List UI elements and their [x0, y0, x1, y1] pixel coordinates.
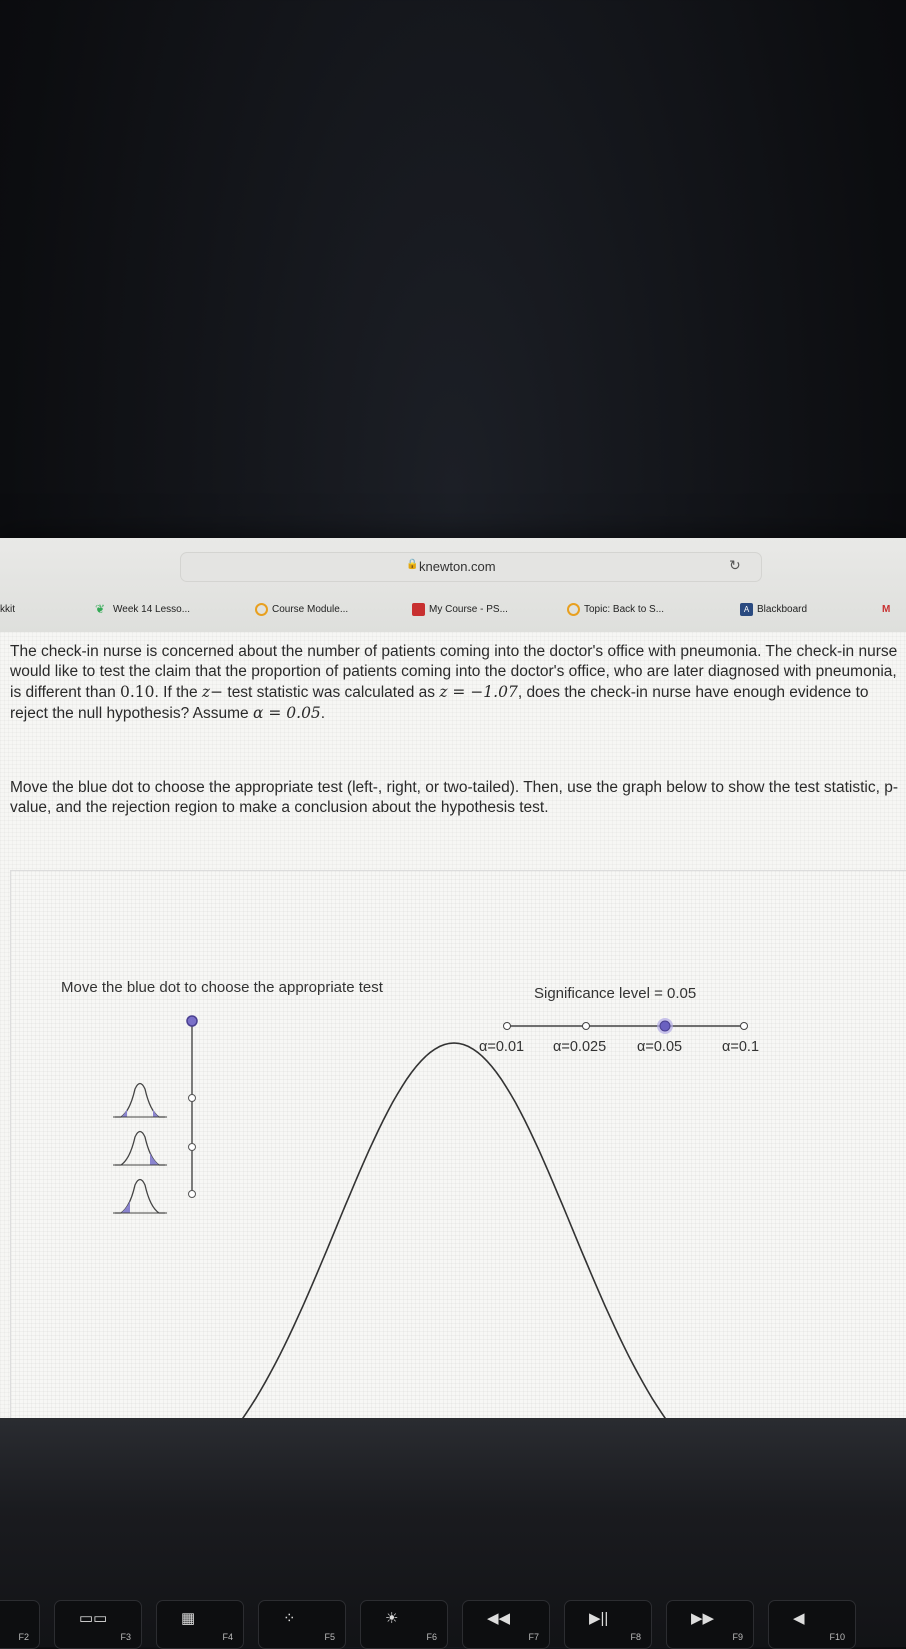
z-value: z = −1.07: [439, 683, 518, 701]
mission-control-icon: ▭▭: [79, 1610, 108, 1627]
knewton-icon: [412, 603, 425, 616]
tab-course-module[interactable]: [255, 598, 348, 620]
key-f9[interactable]: ▶▶ F9: [666, 1600, 754, 1649]
blackboard-icon: A: [740, 603, 753, 616]
key-f6[interactable]: ☀ F6: [360, 1600, 448, 1649]
url-text: knewton.com: [419, 559, 496, 574]
mute-icon: ◀: [793, 1610, 805, 1627]
test-option-stop-right-tailed[interactable]: [189, 1144, 196, 1151]
right-tailed-icon[interactable]: [113, 1132, 167, 1166]
left-tailed-icon[interactable]: [113, 1180, 167, 1214]
reload-icon[interactable]: ↻: [729, 557, 741, 573]
tab-label: Topic: Back to S...: [584, 603, 665, 615]
two-tailed-icon[interactable]: [113, 1084, 167, 1118]
alpha-label-0.01[interactable]: α=0.01: [479, 1039, 525, 1055]
tab-partial-left[interactable]: [0, 598, 15, 620]
problem-text: The check-in nurse is concerned about the number of patients coming into the doctor's office with pneumonia. The check-in nurse would like to test the claim that the proportion of patients coming into the doctor's office, who are later diagnosed with pneumonia, is different than 0.10. If the z− test statistic was calculated as z = −1.07, does the check-in nurse have enough evidence to reject the null hypothesis? Assume α = 0.05.: [10, 643, 898, 722]
tab-gmail-partial[interactable]: [882, 598, 890, 620]
keyboard-dim-icon: ⁘: [283, 1610, 296, 1627]
tab-my-course[interactable]: [412, 598, 508, 620]
leaf-icon: ❦: [95, 601, 106, 616]
circle-icon: [567, 603, 580, 616]
alpha-value: α = 0.05: [252, 704, 321, 722]
page-content: [0, 632, 906, 1418]
alpha-label-0.025[interactable]: α=0.025: [553, 1039, 607, 1055]
lock-icon: 🔒: [406, 559, 419, 570]
tab-topic[interactable]: [567, 598, 664, 620]
test-selector-label: Move the blue dot to choose the appropriate test: [61, 979, 383, 996]
alpha-label-0.05[interactable]: α=0.05: [637, 1039, 683, 1055]
gmail-icon: M: [882, 603, 891, 615]
key-f5[interactable]: ⁘ F5: [258, 1600, 346, 1649]
key-f7[interactable]: ◀◀ F7: [462, 1600, 550, 1649]
key-f2[interactable]: F2: [0, 1600, 40, 1649]
launchpad-icon: ▦: [181, 1610, 196, 1627]
significance-level-label: Significance level = 0.05: [534, 985, 697, 1002]
tab-blackboard[interactable]: [740, 598, 807, 620]
hypothesis-graph[interactable]: [11, 871, 906, 1418]
fast-forward-icon: ▶▶: [691, 1610, 715, 1627]
rewind-icon: ◀◀: [487, 1610, 511, 1627]
browser-screen: [0, 538, 906, 1418]
key-f4[interactable]: ▦ F4: [156, 1600, 244, 1649]
test-option-stop-left-tailed[interactable]: [189, 1191, 196, 1198]
alpha-stop-0.025[interactable]: [583, 1023, 590, 1030]
tab-label: Week 14 Lesso...: [113, 603, 191, 615]
tab-label: kkit: [0, 603, 15, 615]
test-option-stop-two-tailed[interactable]: [189, 1095, 196, 1102]
address-bar[interactable]: [180, 552, 762, 582]
play-pause-icon: ▶||: [589, 1610, 609, 1627]
z-symbol: z−: [201, 683, 224, 701]
alpha-stop-0.01[interactable]: [504, 1023, 511, 1030]
tab-label: Course Module...: [272, 603, 349, 615]
alpha-stop-0.1[interactable]: [741, 1023, 748, 1030]
tab-label: Blackboard: [757, 603, 808, 615]
p0-value: 0.10: [120, 683, 155, 701]
instructions-text: Move the blue dot to choose the appropriate test (left-, right, or two-tailed). Then, use the graph below to show the test statistic, p-value, and the rejection region to make a conclusion about the hypothesis test.: [10, 779, 898, 816]
keyboard-brighten-icon: ☀: [385, 1610, 399, 1627]
test-selector-dot[interactable]: [187, 1016, 197, 1026]
tab-week14[interactable]: [95, 598, 190, 620]
alpha-label-0.1[interactable]: α=0.1: [722, 1039, 760, 1055]
key-f8[interactable]: ▶|| F8: [564, 1600, 652, 1649]
tab-label: My Course - PS...: [429, 603, 508, 615]
alpha-slider-dot[interactable]: [660, 1021, 670, 1031]
graph-panel[interactable]: [10, 870, 906, 1418]
circle-icon: [255, 603, 268, 616]
browser-toolbar: [0, 538, 906, 633]
key-f3[interactable]: ▭▭ F3: [54, 1600, 142, 1649]
key-f10[interactable]: ◀ F10: [768, 1600, 856, 1649]
